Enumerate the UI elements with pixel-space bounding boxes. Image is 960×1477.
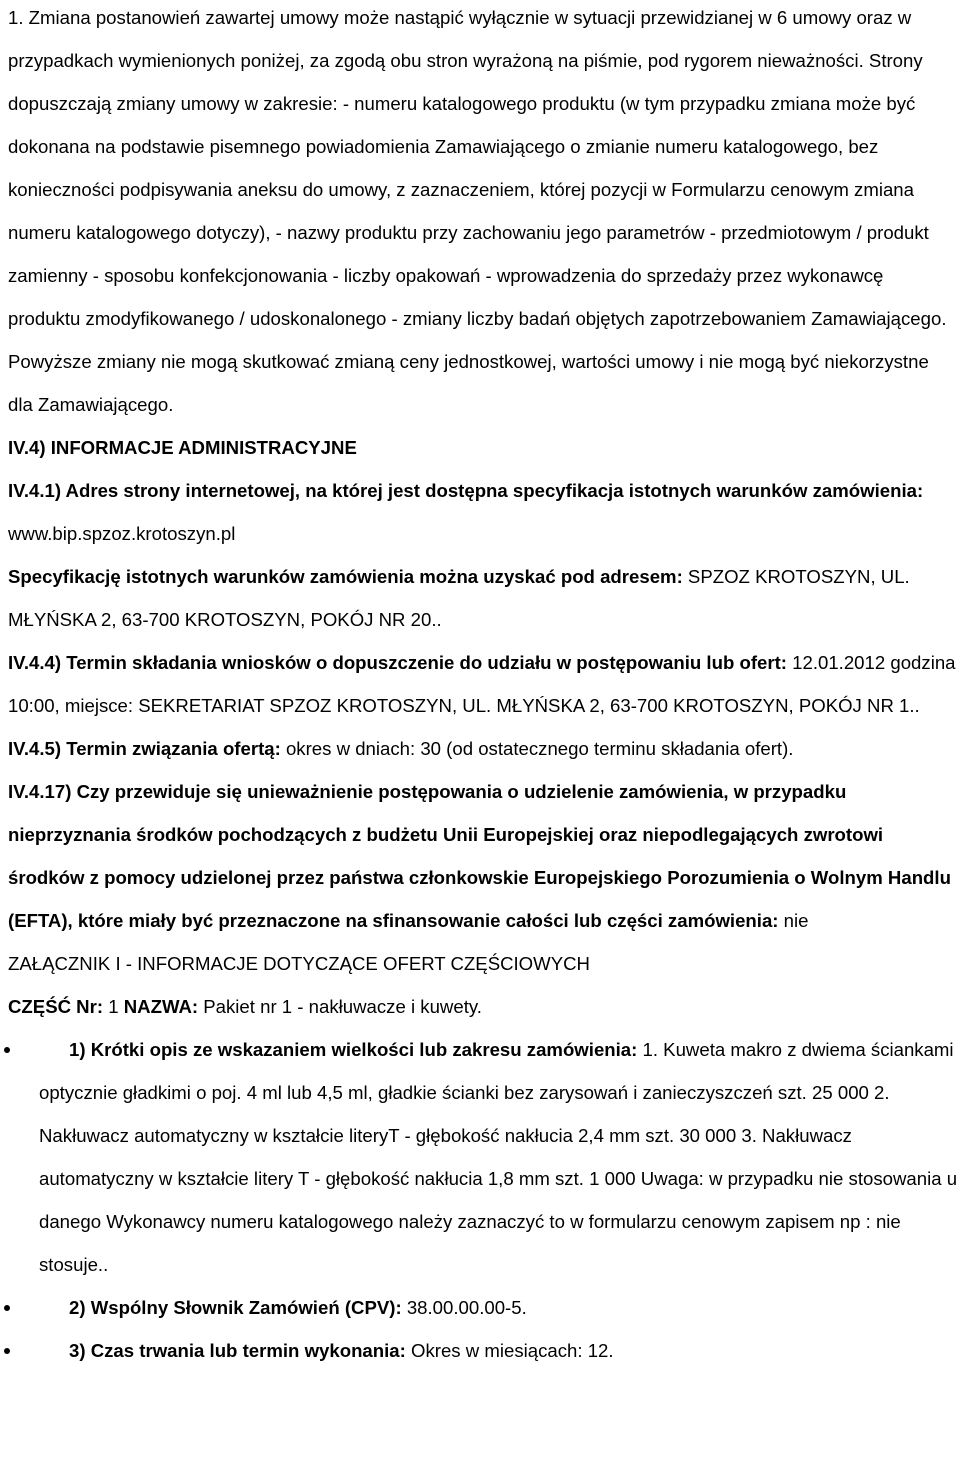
list-item-duration [8,1329,958,1372]
website-value: www.bip.spzoz.krotoszyn.pl [8,523,236,544]
website-label: IV.4.1) Adres strony internetowej, na której jest dostępna specyfikacja istotnych warunków zamówienia: [8,480,924,501]
list-item-cpv [8,1286,958,1329]
cpv-label: 2) Wspólny Słownik Zamówień (CPV): [69,1297,402,1318]
duration-label: 3) Czas trwania lub termin wykonania: [69,1340,406,1361]
section-heading-text: IV.4) INFORMACJE ADMINISTRACYJNE [8,437,357,458]
section-heading-administrative [8,426,958,469]
submission-deadline-value: 12.01.2012 godzina 10:00, miejsce: SEKRETARIAT SPZOZ KROTOSZYN, UL. MŁYŃSKA 2, 63-700 KROTOSZYN, POKÓJ NR 1.. [8,652,956,716]
paragraph-specification-address [8,555,958,641]
paragraph-submission-deadline [8,641,958,727]
paragraph-binding-period [8,727,958,770]
part-number-value: 1 [103,996,124,1017]
annex-heading: ZAŁĄCZNIK I - INFORMACJE DOTYCZĄCE OFERT CZĘŚCIOWYCH [8,953,590,974]
submission-deadline-label: IV.4.4) Termin składania wniosków o dopuszczenie do udziału w postępowaniu lub ofert: [8,652,787,673]
annulment-value: nie [778,910,809,931]
binding-period-label: IV.4.5) Termin związania ofertą: [8,738,281,759]
bullet-icon [4,1348,10,1354]
part-number-label: CZĘŚĆ Nr: [8,996,104,1017]
binding-period-value: okres w dniach: 30 (od ostatecznego terminu składania ofert). [280,738,794,759]
specification-value: SPZOZ KROTOSZYN, UL. MŁYŃSKA 2, 63-700 KROTOSZYN, POKÓJ NR 20.. [8,566,910,630]
bullet-icon [4,1305,10,1311]
bullet-icon [4,1047,10,1053]
paragraph-part-info [8,985,958,1028]
cpv-value: 38.00.00.00-5. [401,1297,527,1318]
part-details-list [8,1028,958,1372]
paragraph-annulment [8,770,958,942]
part-name-value: Pakiet nr 1 - nakłuwacze i kuwety. [198,996,482,1017]
paragraph-contract-changes: 1. Zmiana postanowień zawartej umowy może nastąpić wyłącznie w sytuacji przewidzianej w 6 umowy oraz w przypadkach wymienionych poniżej, za zgodą obu stron wyrażoną na piśmie, pod rygorem nieważności. Strony dopuszczają zmiany umowy w zakresie: - numeru katalogowego produktu (w tym przypadku zmiana może być dokonana na podstawie pisemnego powiadomienia Zamawiającego o zmianie numeru katalogowego, bez konieczności podpisywania aneksu do umowy, z zaznaczeniem, której pozycji w Formularzu cenowym zmiana numeru katalogowego dotyczy), - nazwy produktu przy zachowaniu jego parametrów - przedmiotowym / produkt zamienny - sposobu konfekcjonowania - liczby opakowań - wprowadzenia do sprzedaży przez wykonawcę produktu zmodyfikowanego / udoskonalonego - zmiany liczby badań objętych zapotrzebowaniem Zamawiającego. Powyższe zmiany nie mogą skutkować zmianą ceny jednostkowej, wartości umowy i nie mogą być niekorzystne dla Zamawiającego. [8,7,947,415]
document-page [8,0,958,1372]
specification-label: Specyfikację istotnych warunków zamówienia można uzyskać pod adresem: [8,566,683,587]
paragraph-website-address [8,469,958,555]
annulment-label: IV.4.17) Czy przewiduje się unieważnienie postępowania o udzielenie zamówienia, w przypadku nieprzyznania środków pochodzących z budżetu Unii Europejskiej oraz niepodlegających zwrotowi środków z pomocy udzielonej przez państwa członkowskie Europejskiego Porozumienia o Wolnym Handlu (EFTA), które miały być przeznaczone na sfinansowanie całości lub części zamówienia: [8,781,951,931]
duration-value: Okres w miesiącach: 12. [405,1340,614,1361]
part-name-label: NAZWA: [123,996,199,1017]
description-value: 1. Kuweta makro z dwiema ściankami optycznie gładkimi o poj. 4 ml lub 4,5 ml, gładkie ścianki bez zarysowań i zanieczyszczeń szt. 25 000 2. Nakłuwacz automatyczny w kształcie literyT - głębokość nakłucia 2,4 mm szt. 30 000 3. Nakłuwacz automatyczny w kształcie litery T - głębokość nakłucia 1,8 mm szt. 1 000 Uwaga: w przypadku nie stosowania u danego Wykonawcy numeru katalogowego należy zaznaczyć to w formularzu cenowym zapisem np : nie stosuje.. [39,1039,958,1275]
list-item-description [8,1028,958,1286]
description-label: 1) Krótki opis ze wskazaniem wielkości lub zakresu zamówienia: [69,1039,638,1060]
